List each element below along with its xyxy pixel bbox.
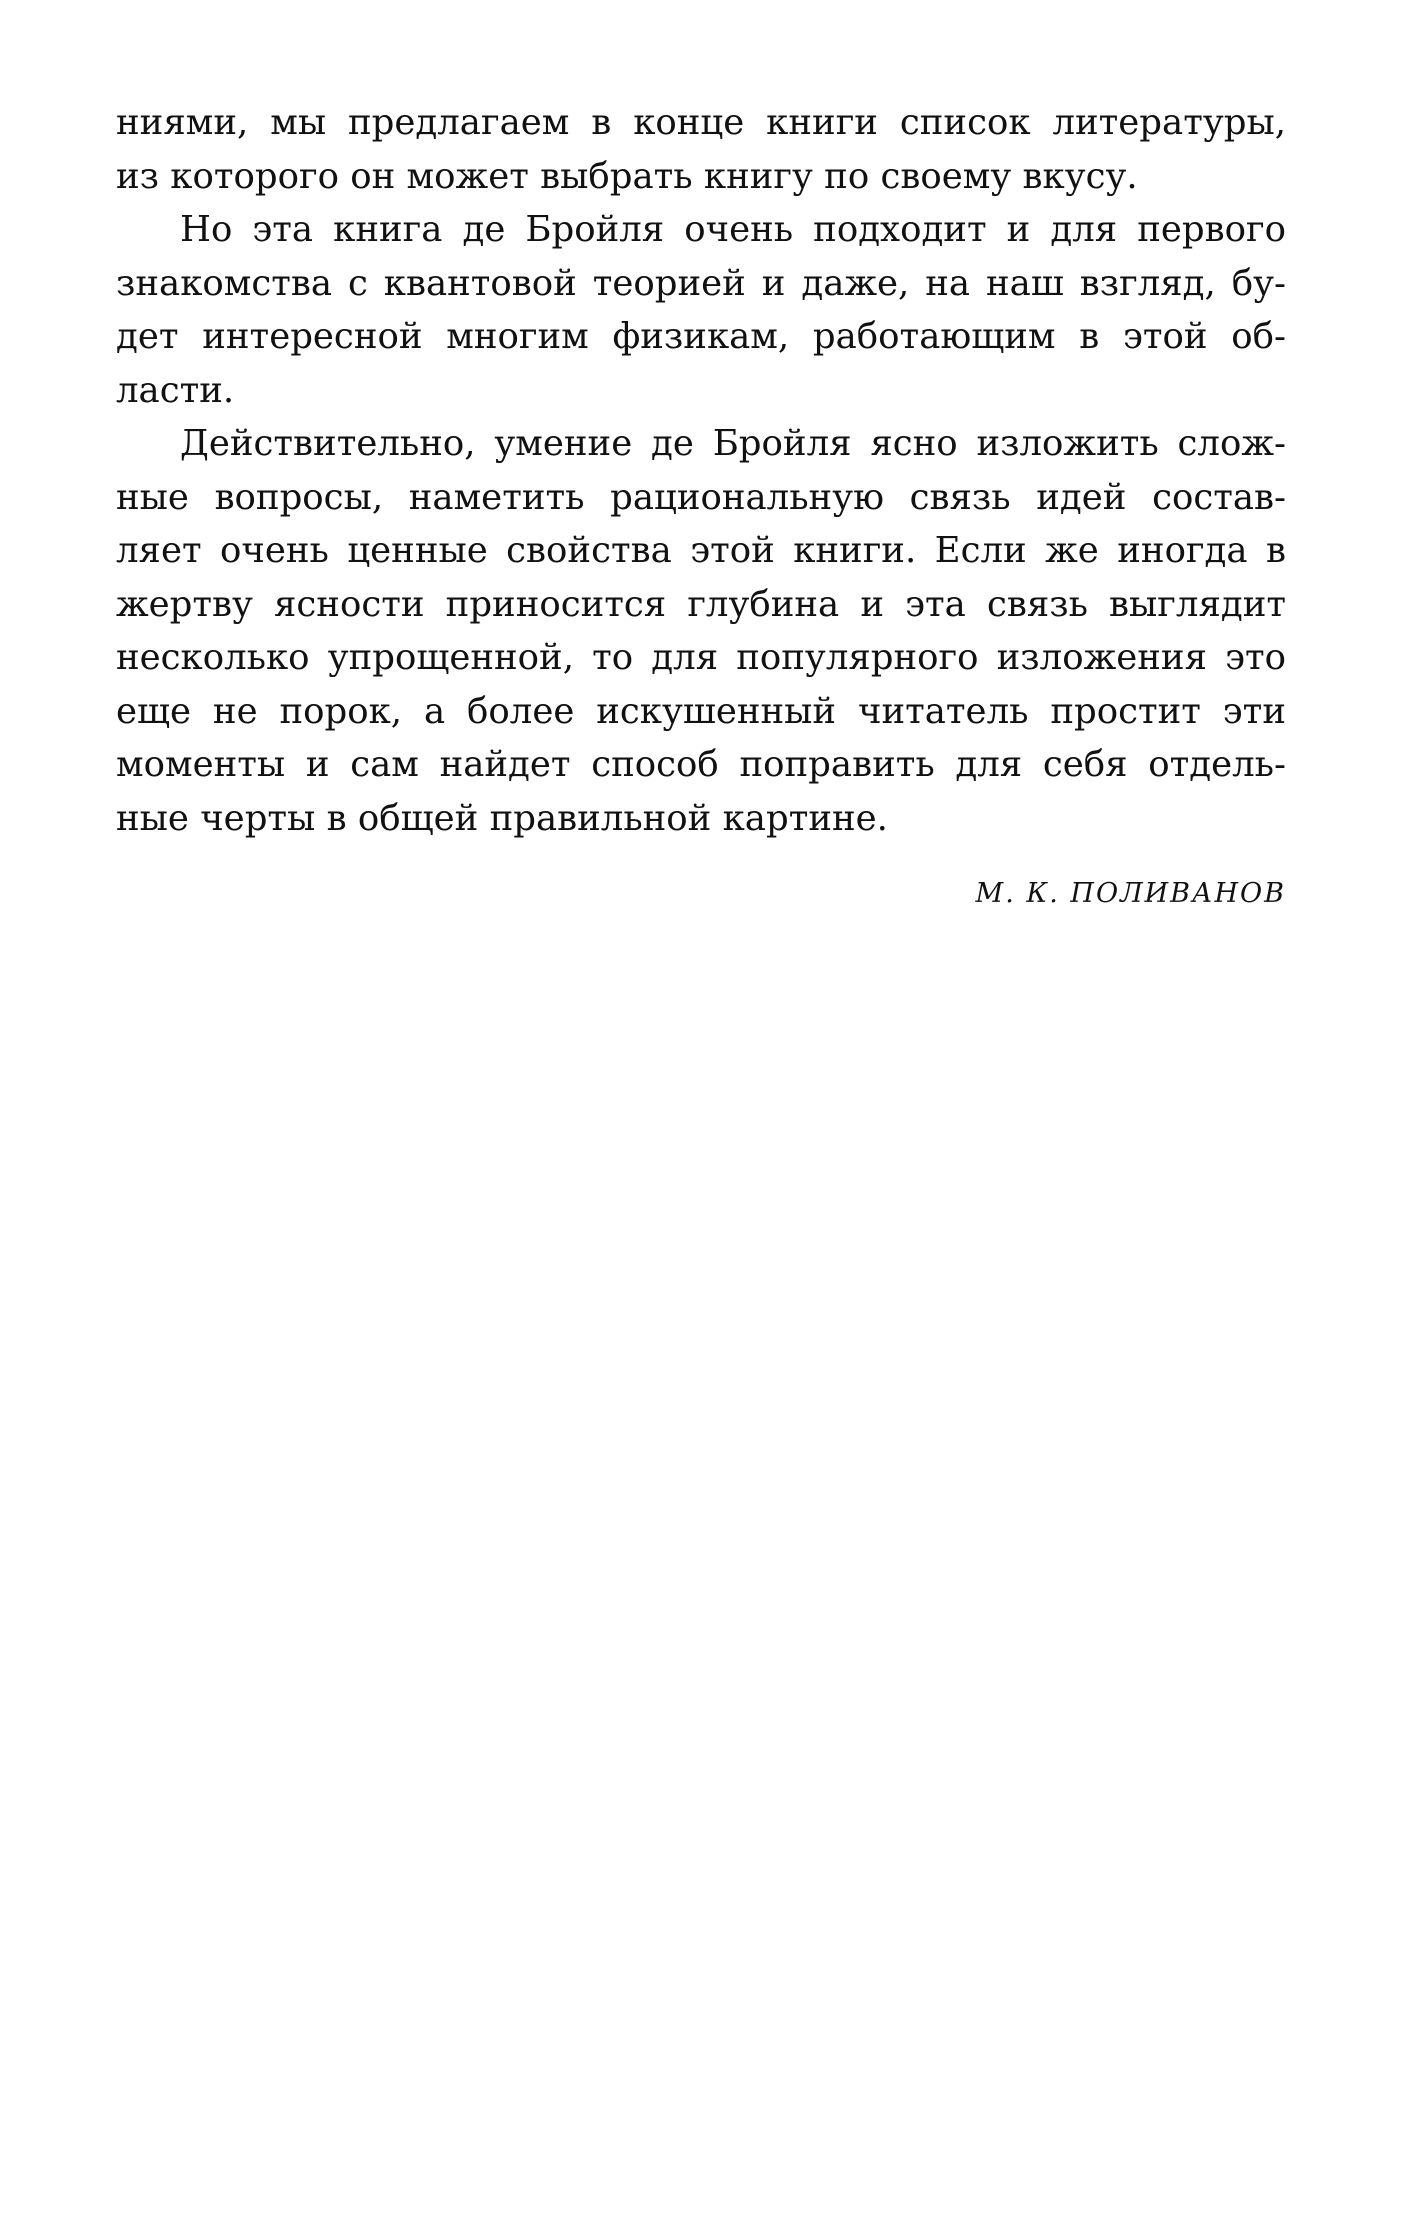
text-line: еще не порок, а более искушенный читатель простит эти [116,690,1286,732]
text-line: ные черты в общей правильной картине. [116,797,888,839]
body-text [116,96,1286,845]
text-line: Действительно, умение де Бройля ясно изложить слож- [180,423,1286,464]
text-line: Но эта книга де Бройля очень подходит и для первого [180,209,1286,250]
author-signature: М. К. ПОЛИВАНОВ [975,878,1286,909]
text-line: дет интересной многим физикам, работающим в этой об- [116,316,1286,357]
text-line: знакомства с квантовой теорией и даже, на наш взгляд, бу- [116,262,1286,304]
text-line: ляет очень ценные свойства этой книги. Если же иногда в [116,530,1286,571]
text-line: из которого он может выбрать книгу по своему вкусу. [116,155,1138,197]
text-line: ные вопросы, наметить рациональную связь идей состав- [116,476,1286,518]
text-line: ниями, мы предлагаем в конце книги список литературы, [116,102,1286,143]
text-line: моменты и сам найдет способ поправить для себя отдель- [116,744,1286,785]
text-line: несколько упрощенной, то для популярного изложения это [116,637,1286,678]
text-line: ласти. [116,369,235,411]
text-line: жертву ясности приносится глубина и эта связь выглядит [116,583,1286,625]
